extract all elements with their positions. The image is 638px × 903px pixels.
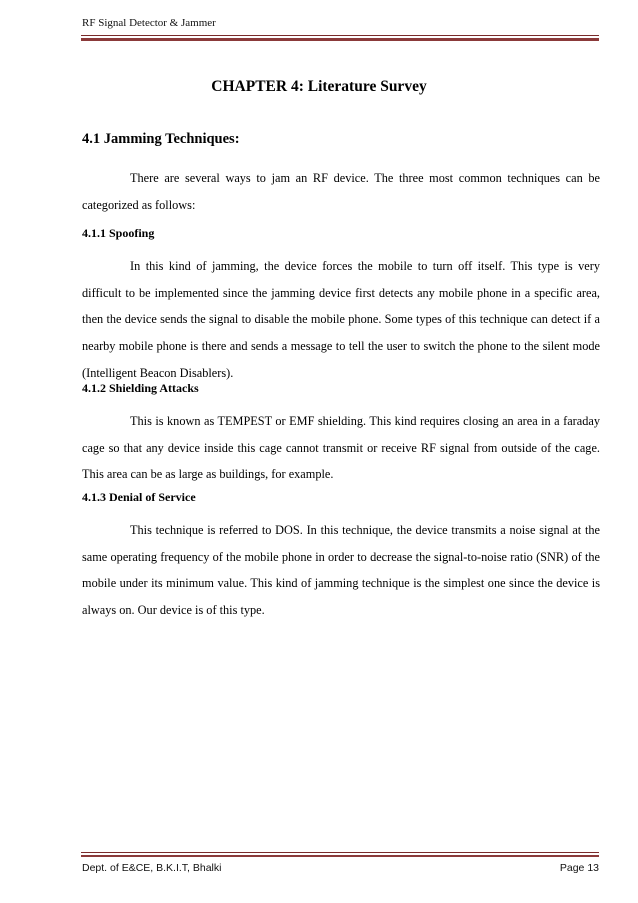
running-header: RF Signal Detector & Jammer	[82, 17, 216, 29]
section-heading-4-1: 4.1 Jamming Techniques:	[82, 131, 240, 147]
section-paragraph-4-1-3: This technique is referred to DOS. In this technique, the device transmits a noise signal at the same operating frequency of the mobile phone in order to decrease the signal-to-noise ratio (SNR) of the mobile under its minimum value. This kind of jamming technique is the simplest one since the device is always on. Our device is of this type.	[82, 523, 600, 618]
chapter-title: CHAPTER 4: Literature Survey	[211, 78, 427, 95]
footer-rule	[81, 852, 599, 853]
header-rule	[81, 35, 599, 36]
footer-rule-thick	[81, 855, 599, 857]
section-heading-4-1-1: 4.1.1 Spoofing	[82, 226, 155, 240]
section-heading-4-1-2: 4.1.2 Shielding Attacks	[82, 381, 199, 395]
section-heading-4-1-3: 4.1.3 Denial of Service	[82, 490, 196, 504]
section-paragraph-4-1: There are several ways to jam an RF device. The three most common techniques can be categorized as follows:	[82, 171, 600, 212]
header-rule-thick	[81, 38, 599, 41]
section-paragraph-4-1-1: In this kind of jamming, the device forces the mobile to turn off itself. This type is very difficult to be implemented since the jamming device first detects any mobile phone in a specific area, then the device sends the signal to disable the mobile phone. Some types of this technique can detect if a nearby mobile phone is there and sends a message to tell the user to switch the phone to the silent mode (Intelligent Beacon Disablers).	[82, 259, 600, 380]
section-paragraph-4-1-2: This is known as TEMPEST or EMF shielding. This kind requires closing an area in a faraday cage so that any device inside this cage cannot transmit or receive RF signal from outside of the cage. This area can be as large as buildings, for example.	[82, 414, 600, 482]
footer-page-number: Page 13	[559, 862, 599, 874]
footer-department: Dept. of E&CE, B.K.I.T, Bhalki	[82, 862, 222, 874]
